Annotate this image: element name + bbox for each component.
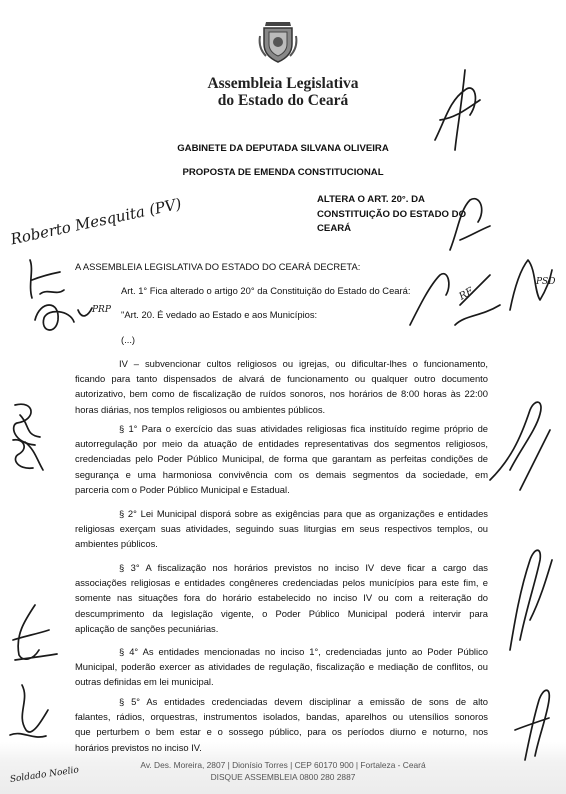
paragraph-4 <box>75 644 488 690</box>
decree-line: A ASSEMBLEIA LEGISLATIVA DO ESTADO DO CEARÁ DECRETA: <box>75 261 361 272</box>
svg-text:Soldado Noelio: Soldado Noelio <box>9 765 80 785</box>
paragraph-3 <box>75 560 488 636</box>
ementa-line-1: ALTERA O ART. 20°. DA <box>317 194 425 205</box>
institution-line-1: Assembleia Legislativa <box>207 75 359 92</box>
paragraph-2-line-3: ambientes públicos. <box>75 538 158 550</box>
state-coat-of-arms-icon <box>258 16 298 64</box>
signature-right-4 <box>500 250 560 330</box>
svg-text:Roberto Mesquita (PV): Roberto Mesquita (PV) <box>8 194 184 249</box>
footer-address: Av. Des. Moreira, 2807 | Dionísio Torres | CEP 60170 900 | Fortaleza - Ceará <box>140 760 426 770</box>
paragraph-3-line-4: descumprimento da legislação vigente, o Poder Público Municipal poderá intervir para <box>75 607 488 619</box>
paragraph-1-line-5: parceria com o Poder Público Municipal e Estadual. <box>75 483 290 495</box>
institution-line-2: do Estado do Ceará <box>217 92 349 109</box>
signature-left-6 <box>2 680 62 750</box>
paragraph-4-line-3: outras definidas em lei municipal. <box>75 676 214 688</box>
inciso-iv <box>75 356 488 417</box>
paragraph-4-line-2: Municipal, poderão exercer as atividades de regulação, fiscalização e mediação de conflitos, ou <box>75 661 488 673</box>
svg-text:PRP: PRP <box>92 305 111 315</box>
inciso-iv-line-2: ficando para tanto dispensados de alvará de funcionamento ou qualquer outro documento <box>75 373 488 385</box>
paragraph-2-line-2: religiosas exerçam suas atividades, seguindo suas liturgias em seus respectivos templos, ou <box>75 523 488 535</box>
ementa-line-3: CEARÁ <box>317 223 352 234</box>
signature-right-7 <box>505 660 560 770</box>
paragraph-3-line-2: associações religiosas e entidades congêneres credenciadas pelos municípios para este fim, e <box>75 577 488 589</box>
paragraph-2 <box>75 506 488 552</box>
paragraph-1 <box>75 421 488 497</box>
paragraph-4-line-1: § 4° As entidades mencionadas no inciso 1°, credenciadas junto ao Poder Público <box>119 646 488 657</box>
paragraph-5 <box>75 694 488 755</box>
inciso-iv-line-4: horas diárias, nos templos religiosos ou ambientes públicos. <box>75 403 326 415</box>
paragraph-1-line-2: autorregulação por meio da atuação de entidades representativas dos segmentos religiosos, <box>75 438 488 450</box>
proposal-title: PROPOSTA DE EMENDA CONSTITUCIONAL <box>182 167 384 178</box>
inciso-iv-line-1: IV – subvencionar cultos religiosos ou igrejas, ou dificultar-lhes o funcionamento, <box>119 358 488 369</box>
svg-text:PSD: PSD <box>536 277 556 287</box>
signature-bottom-left <box>5 755 85 785</box>
paragraph-3-line-3: somente nas situações fora do horário estabelecido no inciso IV ou com a reiteração do <box>75 592 488 604</box>
paragraph-5-line-2: falantes, rádios, orquestras, instrumentos isolados, bandas, aparelhos ou utensílios sonoros <box>75 711 488 723</box>
ementa-line-2: CONSTITUIÇÃO DO ESTADO DO <box>317 208 467 220</box>
footer-phone: DISQUE ASSEMBLEIA 0800 280 2887 <box>210 772 356 782</box>
signature-left-4 <box>5 430 55 480</box>
signature-right-3 <box>400 255 510 335</box>
paragraph-3-line-1: § 3° A fiscalização nos horários previstos no inciso IV deve ficar a cargo das <box>119 562 488 573</box>
signature-left-2 <box>30 290 120 340</box>
paragraph-3-line-5: aplicação de sanções pecuniárias. <box>75 622 219 634</box>
signature-right-5 <box>480 380 560 500</box>
paragraph-1-line-4: segurança e uma harmoniosa convivência com os demais segmentos da sociedade, em <box>75 468 488 480</box>
paragraph-5-line-1: § 5° As entidades credenciadas devem disciplinar a emissão de sons de alto <box>119 696 488 707</box>
article-20-caput: "Art. 20. É vedado ao Estado e aos Municípios: <box>121 309 318 320</box>
paragraph-5-line-3: que perturbem o bem estar e o sossego público, para os períodos diurno e noturno, nos <box>75 726 488 738</box>
signature-left-5 <box>5 600 65 670</box>
signature-right-6 <box>490 520 560 660</box>
paragraph-1-line-3: credenciadas pelo Poder Público Municipal, de forma que garantam as perfeitas condições de <box>75 453 488 465</box>
signature-top-left <box>5 194 184 249</box>
ellipsis: (...) <box>121 334 136 345</box>
inciso-iv-line-3: autorizativo, bem como de fiscalização de ruídos sonoros, nos horários de 8:00 horas às 22:00 <box>75 388 488 400</box>
svg-text:RE: RE <box>457 285 476 303</box>
article-1: Art. 1° Fica alterado o artigo 20° da Constituição do Estado do Ceará: <box>121 285 411 296</box>
signature-right-1 <box>425 60 495 160</box>
paragraph-5-line-4: horários previstos no inciso IV. <box>75 741 202 753</box>
paragraph-1-line-1: § 1° Para o exercício das suas atividades religiosas fica instituído regime próprio de <box>119 423 488 434</box>
cabinet-name: GABINETE DA DEPUTADA SILVANA OLIVEIRA <box>177 143 389 154</box>
paragraph-2-line-1: § 2° Lei Municipal disporá sobre as exigências para que as organizações e entidades <box>119 508 488 519</box>
